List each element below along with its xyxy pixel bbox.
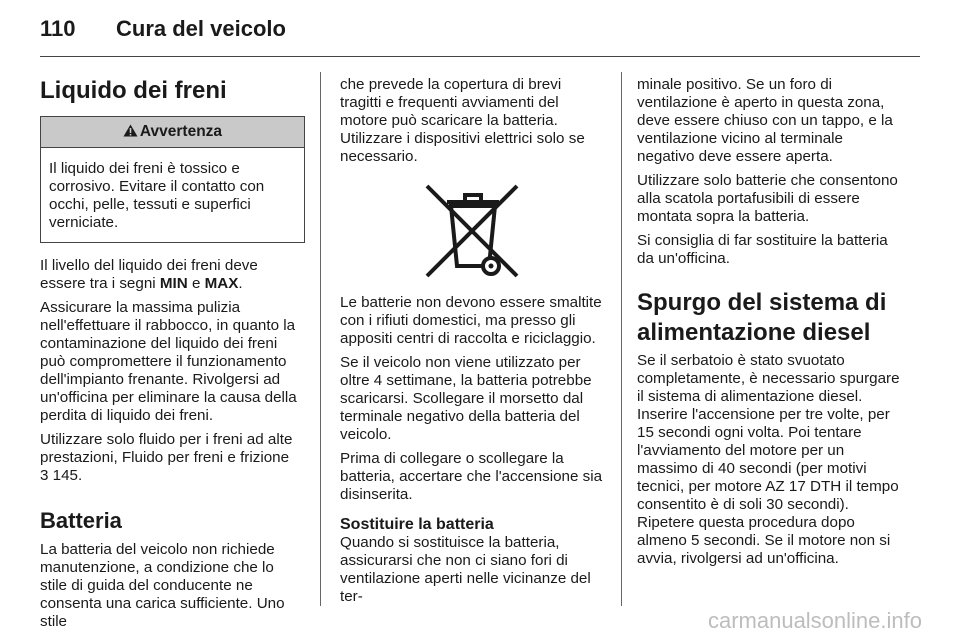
text: . <box>238 275 243 292</box>
paragraph <box>40 257 305 293</box>
text: Il livello del liquido dei freni deve essere tra i segni <box>40 257 258 292</box>
text: e <box>187 275 205 292</box>
warning-box <box>40 116 305 243</box>
replace-battery-subtitle: Sostituire la batteria <box>340 516 494 533</box>
paragraph: che prevede la copertura di brevi tragitti e frequenti avviamenti del motore può scaricare la batteria. Utilizzare i dispositivi elettrici solo se necessario. <box>340 76 585 165</box>
text: Utilizzare solo fluido per i freni ad alte prestazioni, Fluido per freni e frizione <box>40 431 293 466</box>
page-header <box>40 16 286 42</box>
warning-header <box>41 117 304 148</box>
warning-text: Il liquido dei freni è tossico e corrosivo. Evitare il contatto con occhi, pelle, tessuti e superfici verniciate. <box>49 160 265 231</box>
column-divider <box>621 72 622 606</box>
paragraph: La batteria del veicolo non richiede manutenzione, a condizione che lo stile di guida del conducente ne consenta una carica sufficiente. Uno stile <box>40 541 285 630</box>
crossed-out-wheelie-bin-icon <box>423 182 523 282</box>
diesel-bleeding-title: Spurgo del sistema di alimentazione diesel <box>637 289 887 346</box>
paragraph <box>40 431 305 485</box>
column-3 <box>637 76 902 574</box>
header-rule <box>40 56 920 57</box>
min-mark: MIN <box>159 275 188 292</box>
paragraph: Se il serbatoio è stato svuotato completamente, è necessario spurgare il sistema di alimentazione diesel. Inserire l'accensione per tre volte, per 15 secondi ogni volta. Poi tentare l'avviamento del motore per un massimo di 40 secondi (per motivi tecnici, per motore AZ 17 DTH il tempo consentito è di soli 30 secondi). Ripetere questa procedura dopo almeno 5 secondi. Se il motore non si avvia, rivolgersi ad un'officina. <box>637 352 900 567</box>
watermark: carmanualsonline.info <box>707 608 922 633</box>
warning-title: Avvertenza <box>139 123 223 140</box>
paragraph: Si consiglia di far sostituire la batteria da un'officina. <box>637 232 888 267</box>
paragraph: Utilizzare solo batterie che consentono alla scatola portafusibili di essere montata sopra la batteria. <box>637 172 898 225</box>
column-2 <box>340 76 605 612</box>
max-mark: MAX <box>204 275 239 292</box>
page-number: 110 <box>40 16 76 41</box>
section-title: Cura del veicolo <box>116 16 286 41</box>
paragraph: Prima di collegare o scollegare la batteria, accertare che l'accensione sia disinserita. <box>340 450 603 503</box>
column-divider <box>320 72 321 606</box>
battery-title: Batteria <box>40 508 122 533</box>
paragraph: minale positivo. Se un foro di ventilazione è aperto in questa zona, deve essere chiuso con un tappo, e la ventilazione vicino al terminale negativo deve essere aperta. <box>637 76 893 165</box>
warning-triangle-icon <box>123 124 138 137</box>
paragraph: Quando si sostituisce la batteria, assicurarsi che non ci siano fori di ventilazione aperti nelle vicinanze del ter- <box>340 534 591 605</box>
paragraph: Le batterie non devono essere smaltite con i rifiuti domestici, ma presso gli appositi centri di raccolta e riciclaggio. <box>340 294 602 347</box>
column-1 <box>40 76 305 637</box>
paragraph: Assicurare la massima pulizia nell'effettuare il rabbocco, in quanto la contaminazione del liquido dei freni può compromettere il funzionamento dell'impianto frenante. Rivolgersi ad un'officina per eliminare la causa della perdita di liquido dei freni. <box>40 299 297 424</box>
brake-fluid-title: Liquido dei freni <box>40 77 227 104</box>
paragraph: Se il veicolo non viene utilizzato per oltre 4 settimane, la batteria potrebbe scaricarsi. Scollegare il morsetto dal terminale negativo della batteria del veicolo. <box>340 354 592 443</box>
page-reference: 3 145. <box>40 467 83 484</box>
